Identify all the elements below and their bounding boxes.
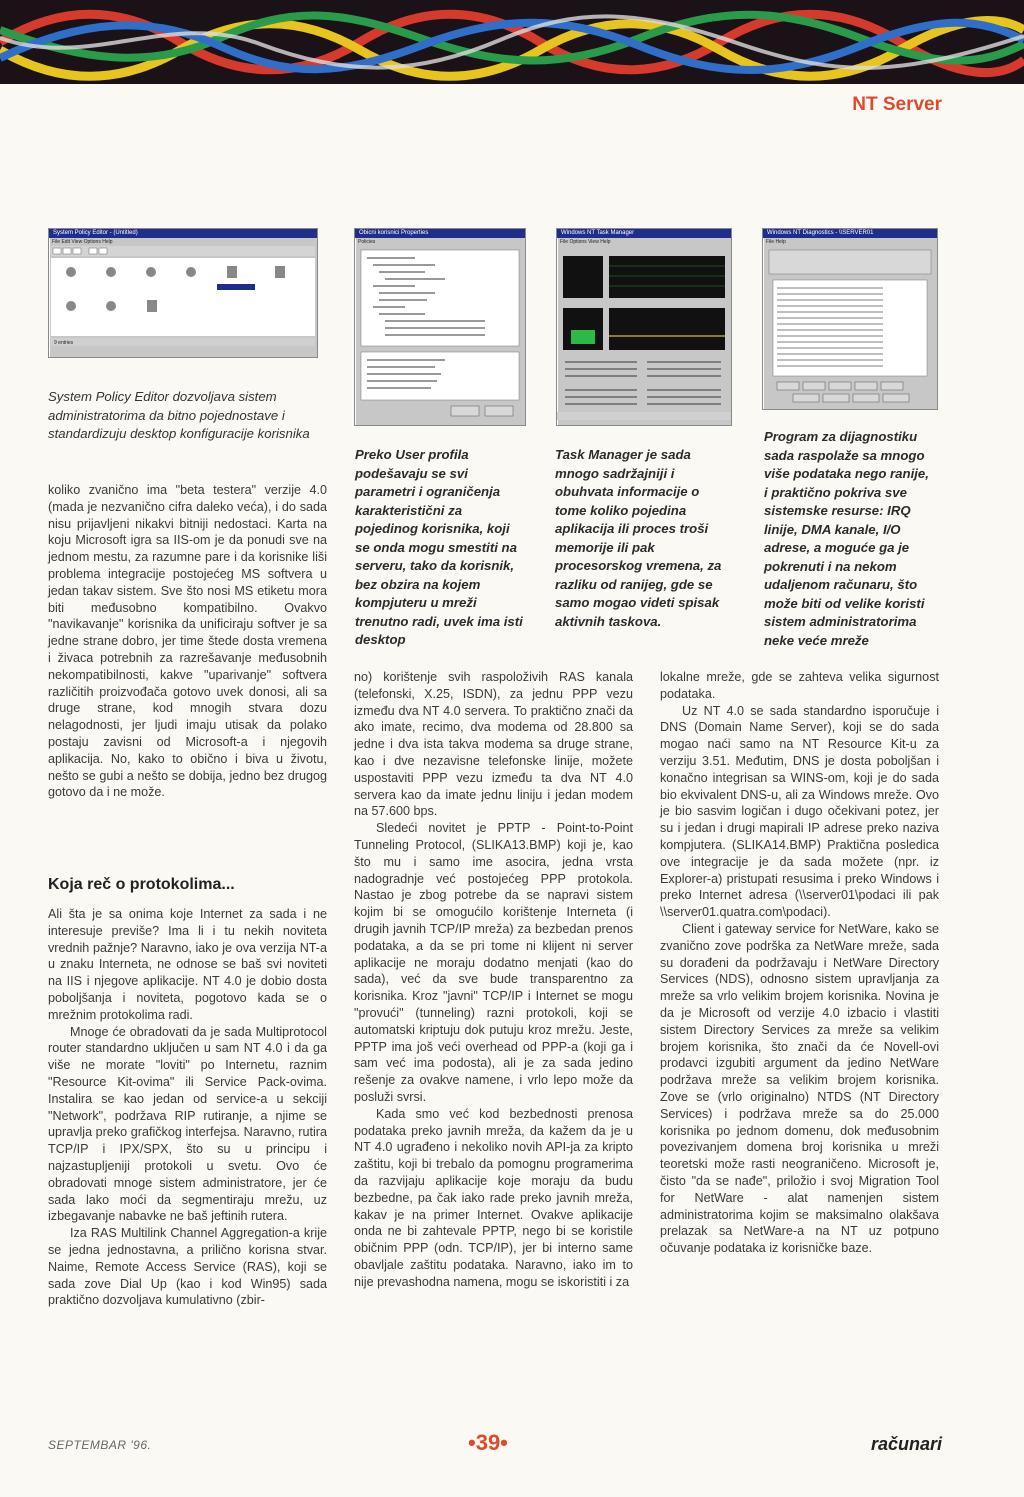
- window-title: Windows NT Diagnostics - \\SERVER01: [763, 229, 937, 238]
- paragraph: lokalne mreže, gde se zahteva velika sigurnost podataka.: [660, 670, 939, 701]
- caption-diagnostics: Program za dijagnostiku sada raspolaže sa mnogo više podataka nego ranije, i praktično pokriva sve sistemske resurse: IRQ linije, DMA kanale, I/O adrese, a moguće ga je pokrenuti i na nekom udaljenom računaru, što može biti od velike koristi sistem administratorima neke veće mreže: [764, 429, 929, 648]
- paragraph: no) korištenje svih raspoloživih RAS kanala (telefonski, X.25, ISDN), za jednu PPP vezu između dva NT 4.0 servera. To praktično znači da ako imate, recimo, dva modema od 28.800 sa jedne i dva ista takva modema sa druge strane, kao i dve nezavisne telefonske linije, možete uspostaviti PPP vezu između ta dva NT 4.0 servera kao da imate jednu liniju i jedan modem na 57.600 bps.: [354, 670, 633, 819]
- paragraph: Kada smo već kod bezbednosti prenosa podataka preko javnih mreža, da kažem da je u NT 4.0 ugrađeno i nekoliko novih API-ja za kripto zaštitu, koji bi trebalo da pomognu programerima da razvijaju aplikacije koje moraju da budu bezbedne, pa čak iako rade preko javnih mreža, kakav je na primer Internet. Ovakve aplikacije onda ne bi zahtevale PPTP, nego bi se koristile običnim PPP (odn. TCP/IP), jer bi interno same obavljale zaštitu podataka. Naravno, iako im to nije prevashodna namena, mogu se iskoristiti i za: [354, 1106, 633, 1289]
- policy-editor-content: [49, 246, 317, 348]
- article-column-2: [354, 669, 633, 1290]
- diagnostics-content: [763, 246, 937, 406]
- screenshot-user-properties: [354, 228, 526, 426]
- article-column-3: [660, 669, 939, 1257]
- braid-pattern-image: [0, 0, 1024, 84]
- screenshot-task-manager: [556, 228, 732, 426]
- menu-bar: File Edit View Options Help: [52, 239, 113, 245]
- paragraph: Sledeći novitet je PPTP - Point-to-Point Tunneling Protocol, (SLIKA13.BMP) koji je, kao što mu i samo ime asocira, jedna vrsta nadogradnje već postojećeg PPP protokola. Nastao je zbog potrebe da se napravi sistem kojim bi se omogućilo korištenje Interneta (i drugih javnih TCP/IP mreža) za bezbedan prenos podataka, a da se pri tome ni klijent ni server aplikacije ne moraju dodatno menjati (kao do sada), već da sve bude transparentno za korisnika. Kroz "javni" TCP/IP i Internet se mogu "provući" (tunneling) razni protokoli, koji se automatski kriptuju dok putuju kroz mrežu. Jeste, PPTP ima još veći overhead od PPP-a (koji ga i sam već ima podosta), ali je za sada jedino rešenje za ovakve namene, i vrlo lepo može da posluži svrsi.: [354, 821, 633, 1104]
- section-heading: Koja reč o protokolima...: [48, 876, 235, 893]
- properties-content: [355, 246, 525, 422]
- menu-bar: File Options View Help: [560, 239, 611, 245]
- section-title: NT Server: [852, 94, 942, 115]
- magazine-logo: računari: [870, 1434, 942, 1454]
- decorative-banner: [0, 0, 1024, 84]
- article-column-1a: [48, 482, 327, 801]
- paragraph: Client i gateway service for NetWare, kako se zvanično zove podrška za NetWare mreže, sada su dorađeni da podržavaju i NetWare Directory Services (NDS), odnosno sistem upravljanja za mreže sa vrlo velikim brojem korisnika. Novina je da je Microsoft od verzije 4.0 izbacio i vlastiti sistem Directory Services za mreže sa velikim brojem korisnika, što znači da će Novell-ovi prodavci izgubiti argument da jedino NetWare podržava mreže sa velikim brojem korisnika. Zove se (vrlo originalno) NTDS (NT Directory Services) i podržava mreže sa do 25.000 korisnika po jednom domenu, dok međusobnim povezivanjem domena broj korisnika u mreži teoretski može rasti neograničeno. Microsoft je, čisto "da se nađe", priložio i svoj Migration Tool for NetWare - alat namenjen sistem administratorima kojim se maksimalno olakšava prelazak sa NetWare-a na NT uz potpuno očuvanje podataka iz korisničke baze.: [660, 921, 939, 1256]
- article-column-1b: [48, 906, 327, 1309]
- tab-label: Policies: [358, 239, 376, 245]
- caption-policy-editor: System Policy Editor dozvoljava sistem administratorima da bitno pojednostave i standardizuju desktop konfiguracije korisnika: [48, 389, 310, 441]
- screenshot-nt-diagnostics: [762, 228, 938, 410]
- window-title: Windows NT Task Manager: [557, 229, 731, 238]
- status-text: 9 entries: [54, 340, 74, 346]
- window-title: Obicni korisnici Properties: [355, 229, 525, 238]
- paragraph: koliko zvanično ima "beta testera" verzije 4.0 (mada je nezvanično cifra daleko veća), i do sada nisu prijavljeni nikakvi bitniji nedostaci. Karta na koju Microsoft igra sa IIS-om je da ponudi sve na jednom mestu, za razumne pare i da korisnike liši problema integracije postojećeg MS softvera u jedan takav sistem. Sve što nosi MS etiketu mora biti međusobno kompatibilno. Ovakvo "navikavanje" korisnika da unificiraju softver je sa jedne strane dobro, jer time štede dosta vremena i živaca potrebnih za razrešavanje međusobnih nekompatibilnosti, kakve "uparivanje" softvera različitih proizvođača gotovo uvek donosi, ali sa druge strane, kod mnogih stvara dozu nelagodnosti, jer ljudi imaju utisak da polako postaju zavisni od Microsoft-a i njegovih aplikacija. No, kako to obično i biva u životu, nešto se gubi a nešto se dobija, jedno bez drugog gotovo da i ne može.: [48, 483, 327, 800]
- paragraph: Mnoge će obradovati da je sada Multiprotocol router standardno uključen u sam NT 4.0 i da ga više ne morate "loviti" po Internetu, raznim "Resource Kit-ovima" ili Service Pack-ovima. Instalira se kao jedan od service-a u sekciji "Network", podržava RIP rutiranje, a njime se upravlja preko grafičkog interfejsa. Naravno, rutira TCP/IP i IPX/SPX, što su u principu i najzastupljeniji protokoli u svetu. Ovo će obradovati mnoge sistem administratore, jer će sada lako moći da segmentiraju mrežu, uz izbegavanje nabavke ne baš jeftinih rutera.: [48, 1024, 327, 1224]
- menu-bar: File Help: [766, 239, 786, 245]
- paragraph: Ali šta je sa onima koje Internet za sada i ne interesuje previše? Ima li i tu nekih noviteta vrednih pažnje? Naravno, iako je ova verzija NT-a u znaku Interneta, ne odnose se baš svi noviteti na IIS i njegove aplikacije. NT 4.0 je dobio dosta poboljšanja i noviteta, pogotovo kada se o mrežnim protokolima radi.: [48, 907, 327, 1022]
- page-number: •39•: [468, 1430, 508, 1455]
- task-manager-content: [557, 246, 731, 422]
- issue-date: SEPTEMBAR '96.: [48, 1438, 152, 1452]
- paragraph: Iza RAS Multilink Channel Aggregation-a krije se jedna jednostavna, a prilično korisna stvar. Naime, Remote Access Service (RAS), koji se sada zove Dial Up (kao i kod Win95) sada praktično dozvoljava kumulativno (zbir-: [48, 1226, 327, 1308]
- paragraph: Uz NT 4.0 se sada standardno isporučuje i DNS (Domain Name Server), koji se do sada mogao naći samo na NT Resource Kit-u za verziju 3.51. Međutim, DNS je dosta poboljšan i konačno integrisan sa WINS-om, koji je do sada bio ekvivalent DNS-u, ali za Windows mreže. Ovo je bio sasvim logičan i dugo očekivani potez, jer su i jedan i drugi mapirali IP adrese preko naziva kompjutera. (SLIKA14.BMP) Praktična posledica ove integracije je da sada možete (npr. iz Explorer-a) pristupati resusima i preko Windows i preko Internet adresa (\\server01\podaci ili pak \\server01.quatra.com\podaci).: [660, 703, 939, 920]
- window-title: System Policy Editor - (Untitled): [49, 229, 317, 238]
- caption-user-profile: Preko User profila podešavaju se svi parametri i ograničenja karakteristični za pojedinog korisnika, koji se onda mogu smestiti na serveru, tako da korisnik, bez obzira na kojem kompjuteru u mreži trenutno radi, uvek ima isti desktop: [355, 447, 523, 647]
- caption-task-manager: Task Manager je sada mnogo sadržajniji i obuhvata informacije o tome koliko pojedina aplikacija ili proces troši memorije ili pak procesorskog vremena, za razliku od ranijeg, gde se samo mogao videti spisak aktivnih taskova.: [555, 447, 722, 629]
- screenshot-policy-editor: [48, 228, 318, 358]
